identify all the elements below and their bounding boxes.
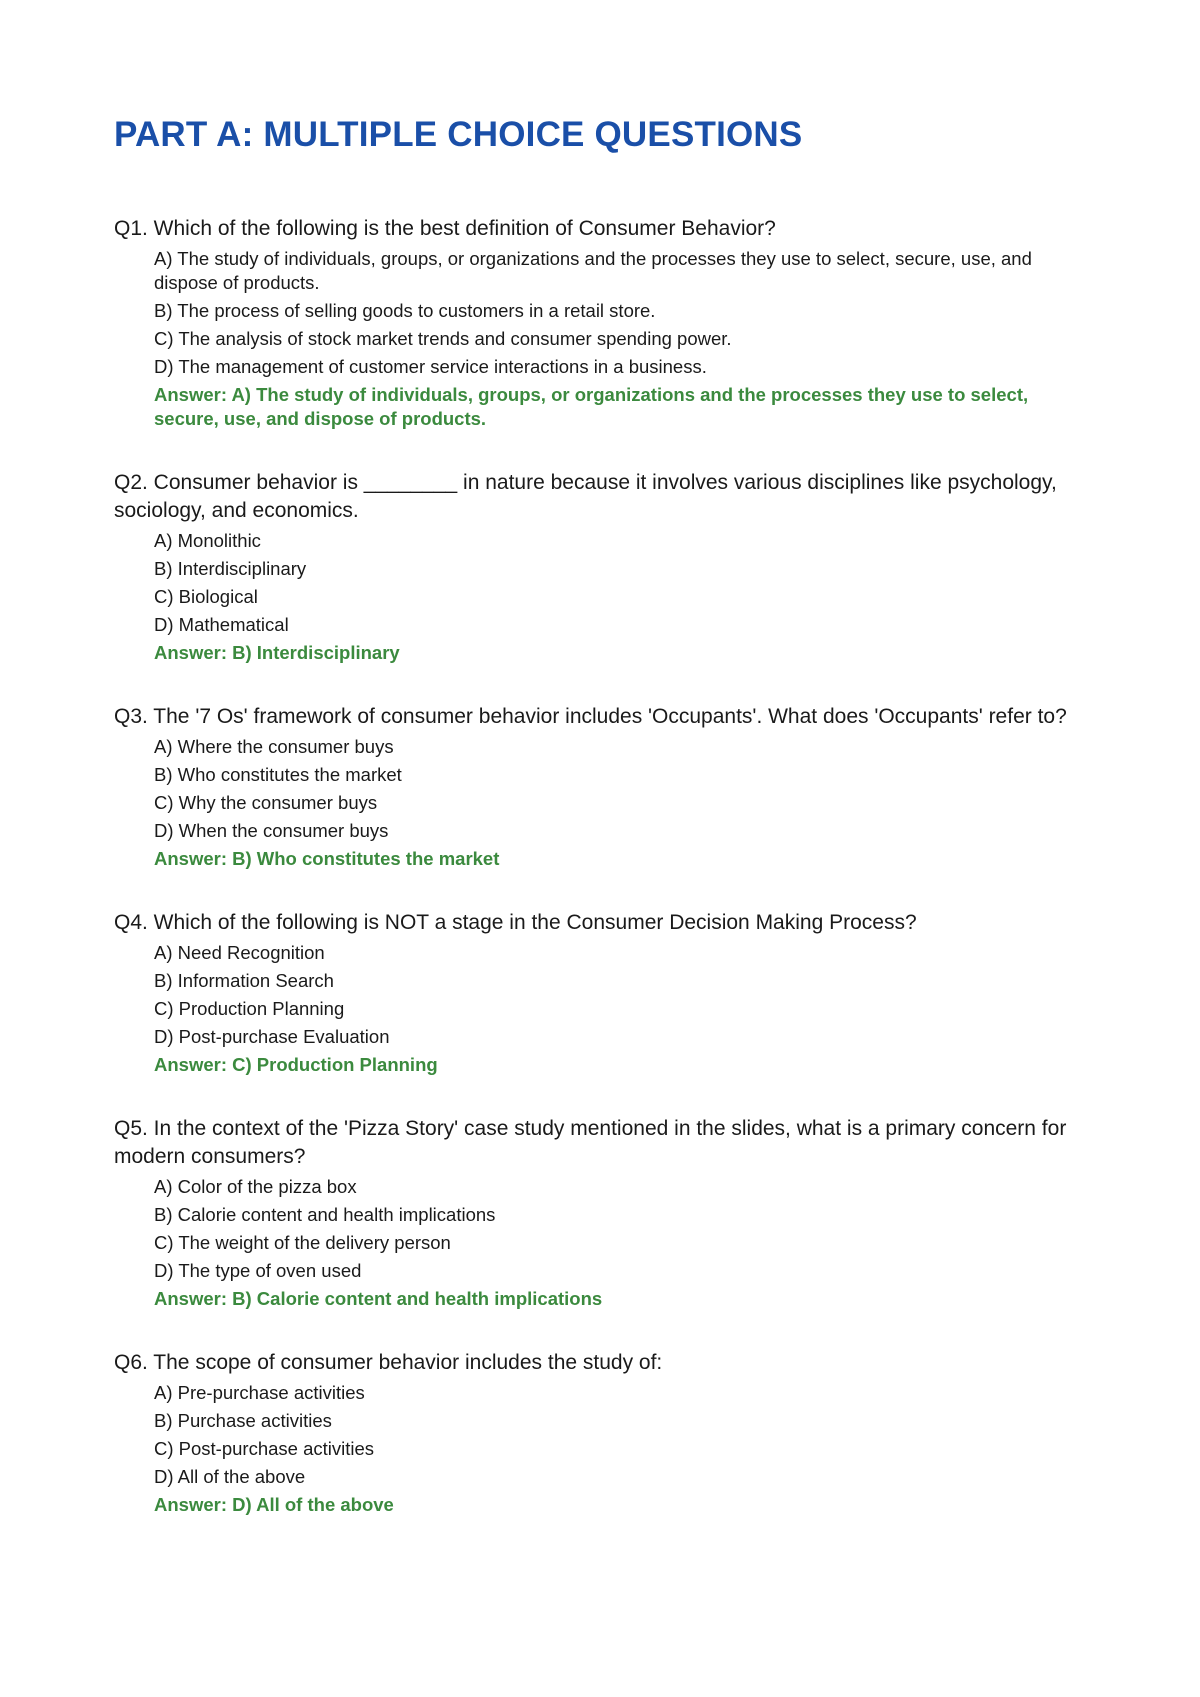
option-b: B) Purchase activities	[154, 1410, 332, 1431]
option-b: B) Interdisciplinary	[154, 558, 307, 579]
page-title: PART A: MULTIPLE CHOICE QUESTIONS	[114, 115, 803, 154]
option-d: D) The management of customer service interactions in a business.	[154, 356, 707, 377]
option-c: C) Post-purchase activities	[154, 1438, 375, 1459]
question-text: Q1. Which of the following is the best definition of Consumer Behavior?	[114, 217, 776, 240]
options-list	[114, 1381, 1090, 1489]
question-text: Q3. The '7 Os' framework of consumer behavior includes 'Occupants'. What does 'Occupants' refer to?	[114, 705, 1067, 728]
option-b: B) The process of selling goods to customers in a retail store.	[154, 300, 656, 321]
answer-text: Answer: D) All of the above	[154, 1494, 394, 1515]
option-c: C) Production Planning	[154, 998, 345, 1019]
question-text: Q6. The scope of consumer behavior includes the study of:	[114, 1351, 663, 1374]
answer-text: Answer: B) Calorie content and health implications	[154, 1288, 603, 1309]
option-a: A) Where the consumer buys	[154, 736, 394, 757]
option-d: D) Mathematical	[154, 614, 289, 635]
option-d: D) Post-purchase Evaluation	[154, 1026, 390, 1047]
option-a: A) Color of the pizza box	[154, 1176, 357, 1197]
option-c: C) The analysis of stock market trends and consumer spending power.	[154, 328, 732, 349]
option-a: A) Pre-purchase activities	[154, 1382, 365, 1403]
option-d: D) The type of oven used	[154, 1260, 362, 1281]
question-text: Q2. Consumer behavior is ________ in nature because it involves various disciplines like psychology, sociology, and economics.	[114, 471, 1057, 522]
option-a: A) Monolithic	[154, 530, 261, 551]
answer-text: Answer: A) The study of individuals, groups, or organizations and the processes they use to select, secure, use, and dispose of products.	[154, 384, 1029, 429]
question-4	[114, 909, 1090, 1077]
options-list	[114, 247, 1090, 379]
question-text: Q5. In the context of the 'Pizza Story' case study mentioned in the slides, what is a primary concern for modern consumers?	[114, 1117, 1067, 1168]
options-list	[114, 941, 1090, 1049]
option-d: D) All of the above	[154, 1466, 306, 1487]
answer-text: Answer: C) Production Planning	[154, 1054, 438, 1075]
question-3	[114, 703, 1090, 871]
option-b: B) Who constitutes the market	[154, 764, 402, 785]
option-a: A) The study of individuals, groups, or organizations and the processes they use to select, secure, use, and dispose of products.	[154, 248, 1032, 293]
option-c: C) Why the consumer buys	[154, 792, 378, 813]
option-b: B) Information Search	[154, 970, 334, 991]
option-d: D) When the consumer buys	[154, 820, 389, 841]
question-5	[114, 1115, 1090, 1311]
option-b: B) Calorie content and health implications	[154, 1204, 496, 1225]
option-c: C) The weight of the delivery person	[154, 1232, 451, 1253]
option-c: C) Biological	[154, 586, 258, 607]
options-list	[114, 529, 1090, 637]
question-1	[114, 215, 1090, 431]
answer-text: Answer: B) Who constitutes the market	[154, 848, 500, 869]
question-text: Q4. Which of the following is NOT a stage in the Consumer Decision Making Process?	[114, 911, 917, 934]
answer-text: Answer: B) Interdisciplinary	[154, 642, 400, 663]
question-2	[114, 469, 1090, 665]
options-list	[114, 735, 1090, 843]
options-list	[114, 1175, 1090, 1283]
question-6	[114, 1349, 1090, 1517]
option-a: A) Need Recognition	[154, 942, 325, 963]
